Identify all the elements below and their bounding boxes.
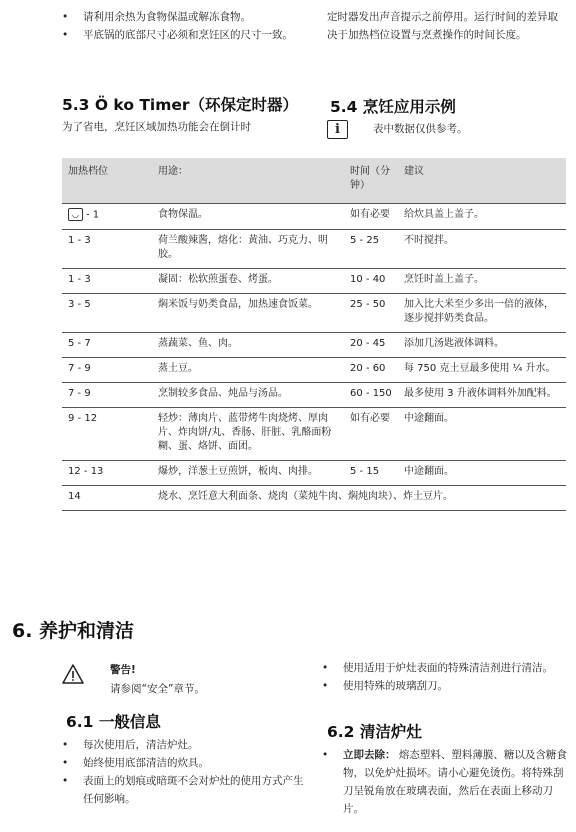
table-row — [62, 293, 566, 332]
list-item: • 始终使用底部清洁的炊具。 — [62, 757, 209, 769]
list-item: • 使用适用于炉灶表面的特殊清洁剂进行清洁。 — [322, 662, 553, 674]
cleaning-tools-bullets — [322, 659, 567, 695]
cell-use: 烹制较多食品、炖品与汤品。 — [152, 382, 344, 407]
table-row — [62, 357, 566, 382]
cell-tip: 中途翻面。 — [398, 460, 566, 485]
cell-level: 1 - 3 — [62, 268, 152, 293]
cell-time: 如有必要 — [344, 407, 398, 460]
warning-text: 请参阅“安全”章节。 — [110, 683, 205, 695]
section-6-1-title: 6.1 一般信息 — [66, 713, 161, 731]
cell-level: 5 - 7 — [62, 332, 152, 357]
section-5-4-title: 5.4 烹饪应用示例 — [330, 98, 456, 116]
cell-tip: 加入比大米至少多出一倍的液体，逐步搅拌奶类食品。 — [398, 293, 566, 332]
section-5-3-title: 5.3 Ö ko Timer（环保定时器） — [62, 96, 299, 114]
cell-tip: 烹饪时盖上盖子。 — [398, 268, 566, 293]
cell-level: 14 — [62, 485, 152, 510]
info-icon: i — [327, 120, 348, 139]
table-row — [62, 268, 566, 293]
table-row — [62, 382, 566, 407]
cell-level: 7 - 9 — [62, 382, 152, 407]
cell-level: 3 - 5 — [62, 293, 152, 332]
table-row — [62, 460, 566, 485]
cell-tip: 给炊具盖上盖子。 — [398, 204, 566, 230]
header-level: 加热档位 — [62, 158, 152, 204]
cell-use: 荷兰酸辣酱，熔化：黄油、巧克力、明胶。 — [152, 229, 344, 268]
list-item: • 立即去除： 熔态塑料、塑料薄膜、糖以及含糖食物，以免炉灶损坏。请小心避免烫伤。将特殊刮刀呈锐角放在玻璃表面，然后在表面上移动刀片。 — [322, 749, 567, 815]
table-row — [62, 407, 566, 460]
cell-use: 蒸蔬菜、鱼、肉。 — [152, 332, 344, 357]
remove-immediately-text: 熔态塑料、塑料薄膜、糖以及含糖食物，以免炉灶损坏。请小心避免烫伤。将特殊刮刀呈锐角放在玻璃表面，然后在表面上移动刀片。 — [343, 749, 567, 815]
header-use: 用途： — [152, 158, 344, 204]
cell-time: 如有必要 — [344, 204, 398, 230]
cell-tip: 每 750 克土豆最多使用 ¼ 升水。 — [398, 357, 566, 382]
header-tip: 建议 — [398, 158, 566, 204]
warning-title: 警告! — [110, 664, 136, 676]
cell-tip: 添加几汤匙液体调料。 — [398, 332, 566, 357]
list-item: • 使用特殊的玻璃刮刀。 — [322, 680, 448, 692]
warning-icon — [62, 664, 84, 684]
cell-time: 60 - 150 — [344, 382, 398, 407]
cell-time: 20 - 45 — [344, 332, 398, 357]
table-row — [62, 332, 566, 357]
general-info-bullets — [62, 736, 307, 808]
cell-time: 10 - 40 — [344, 268, 398, 293]
cell-use: 凝固：松软煎蛋卷、烤蛋。 — [152, 268, 344, 293]
cell-level: 1 - 3 — [62, 229, 152, 268]
section-6-title: 6. 养护和清洁 — [12, 620, 135, 642]
list-item: • 请利用余热为食物保温或解冻食物。 — [62, 11, 251, 23]
cell-level: 12 - 13 — [62, 460, 152, 485]
cell-time: 25 - 50 — [344, 293, 398, 332]
cell-tip: 不时搅拌。 — [398, 229, 566, 268]
timer-continuation-text: 定时器发出声音提示之前停用。运行时间的差异取决于加热档位设置与烹煮操作的时间长度。 — [327, 11, 558, 41]
header-time: 时间（分钟） — [344, 158, 398, 204]
cell-time: 5 - 25 — [344, 229, 398, 268]
cell-use: 轻炒：薄肉片、蓝带烤牛肉烧烤、厚肉片、炸肉饼/丸、香肠、肝脏、乳酪面粉糊、蛋、烙饼、面团。 — [152, 407, 344, 460]
top-left-bullets — [62, 8, 307, 44]
table-header-row — [62, 158, 566, 204]
section-5-4-note: 表中数据仅供参考。 — [373, 123, 468, 135]
cell-use: 食物保温。 — [152, 204, 344, 230]
cell-level: 9 - 12 — [62, 407, 152, 460]
cell-use: 爆炒，洋葱土豆煎饼，板肉、肉排。 — [152, 460, 344, 485]
cell-tip: 最多使用 3 升液体调料外加配料。 — [398, 382, 566, 407]
keep-warm-icon: ◡ — [68, 208, 83, 221]
table-row — [62, 204, 566, 230]
list-item: • 每次使用后，清洁炉灶。 — [62, 739, 199, 751]
cell-level: 7 - 9 — [62, 357, 152, 382]
list-item: • 平底锅的底部尺寸必须和烹饪区的尺寸一致。 — [62, 29, 293, 41]
section-6-2-title: 6.2 清洁炉灶 — [327, 723, 422, 741]
section-5-3-text: 为了省电，烹饪区域加热功能会在倒计时 — [62, 121, 251, 133]
cell-use: 烧水、烹饪意大利面条、烧肉（菜炖牛肉、焖炖肉块）、炸土豆片。 — [152, 485, 566, 510]
cell-level: ◡ - 1 — [62, 204, 152, 230]
table-row — [62, 485, 566, 510]
clean-hob-bullets — [322, 746, 567, 818]
remove-immediately-label: 立即去除： — [343, 749, 396, 761]
cell-use: 焖米饭与奶类食品，加热速食饭菜。 — [152, 293, 344, 332]
cell-tip: 中途翻面。 — [398, 407, 566, 460]
cooking-table — [62, 158, 566, 511]
table-row — [62, 229, 566, 268]
list-item: • 表面上的划痕或暗斑不会对炉灶的使用方式产生任何影响。 — [62, 775, 304, 805]
cell-use: 蒸土豆。 — [152, 357, 344, 382]
cell-time: 20 - 60 — [344, 357, 398, 382]
cell-time: 5 - 15 — [344, 460, 398, 485]
